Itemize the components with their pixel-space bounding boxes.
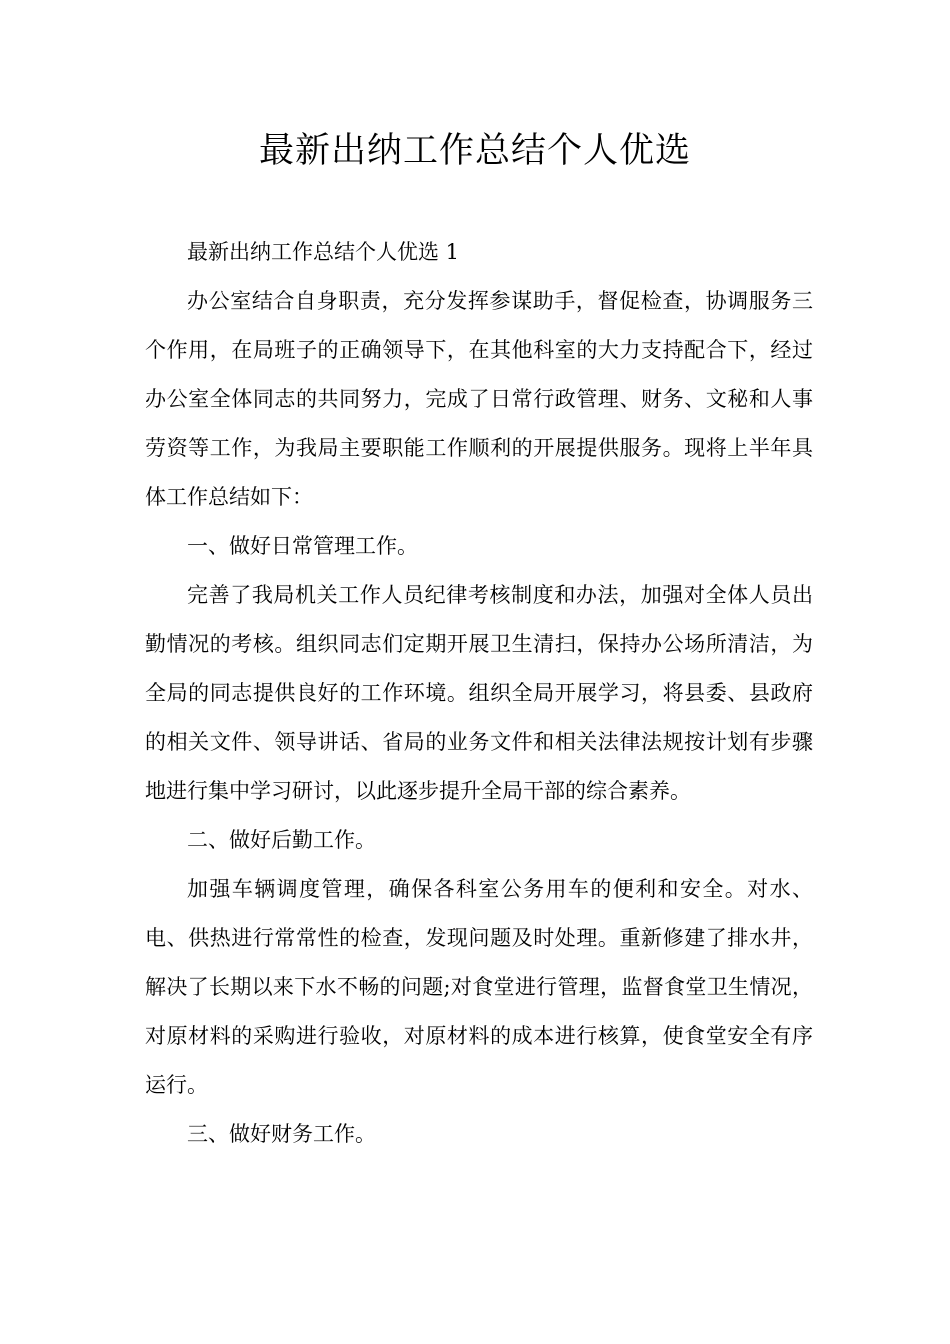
document-title: 最新出纳工作总结个人优选 [258,131,691,171]
section-heading-1: 一、做好日常管理工作。 [187,534,418,558]
document-body [145,228,813,1159]
section-2-paragraph: 加强车辆调度管理，确保各科室公务用车的便利和安全。对水、电、供热进行常常性的检查，发现问题及时处理。重新修建了排水井，解决了长期以来下水不畅的问题;对食堂进行管理，监督食堂卫生情况，对原材料的采购进行验收，对原材料的成本进行核算，使食堂安全有序运行。 [145,877,813,1097]
section-heading-2: 二、做好后勤工作。 [187,828,376,852]
subtitle-paragraph: 最新出纳工作总结个人优选 1 [187,240,460,264]
intro-paragraph: 办公室结合自身职责，充分发挥参谋助手，督促检查，协调服务三个作用，在局班子的正确领导下，在其他科室的大力支持配合下，经过办公室全体同志的共同努力，完成了日常行政管理、财务、文秘和人事劳资等工作，为我局主要职能工作顺利的开展提供服务。现将上半年具体工作总结如下： [145,289,813,509]
section-heading-3: 三、做好财务工作。 [187,1122,376,1146]
section-1-paragraph: 完善了我局机关工作人员纪律考核制度和办法，加强对全体人员出勤情况的考核。组织同志们定期开展卫生清扫，保持办公场所清洁，为全局的同志提供良好的工作环境。组织全局开展学习，将县委、县政府的相关文件、领导讲话、省局的业务文件和相关法律法规按计划有步骤地进行集中学习研讨，以此逐步提升全局干部的综合素养。 [145,583,813,803]
